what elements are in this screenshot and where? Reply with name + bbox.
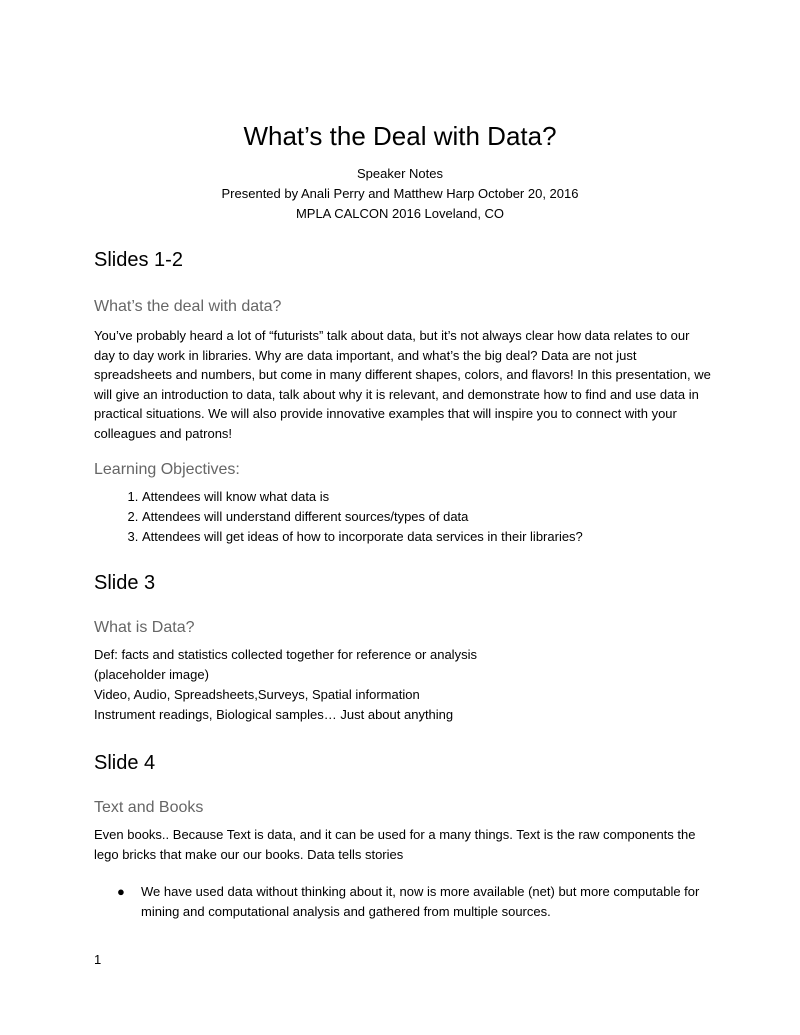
bullet-list bbox=[94, 882, 714, 922]
list-item: 2. Attendees will understand different sources/types of data bbox=[142, 507, 714, 527]
text-line: Video, Audio, Spreadsheets,Surveys, Spatial information bbox=[94, 687, 420, 702]
text-line: Instrument readings, Biological samples… Just about anything bbox=[94, 707, 454, 722]
section-paragraph: Even books.. Because Text is data, and it can be used for a many things. Text is the raw components the lego bricks that make our our books. Data tells stories bbox=[94, 827, 696, 862]
section-subheading: Text and Books bbox=[94, 799, 204, 816]
objectives-list bbox=[94, 487, 714, 547]
section-slide-4 bbox=[94, 749, 714, 922]
section-heading: Slide 4 bbox=[94, 752, 156, 774]
section-subheading: What is Data? bbox=[94, 619, 195, 636]
meta-line-speaker-notes: Speaker Notes bbox=[357, 166, 443, 181]
list-item: 1. Attendees will know what data is bbox=[142, 487, 714, 507]
bullet-text: We have used data without thinking about it, now is more available (net) but more computable for mining and computational analysis and gathered from multiple sources. bbox=[141, 884, 700, 919]
meta-line-presenters: Presented by Anali Perry and Matthew Harp October 20, 2016 bbox=[221, 186, 579, 201]
text-line: (placeholder image) bbox=[94, 667, 209, 682]
section-slides-1-2 bbox=[94, 246, 714, 547]
section-heading: Slides 1-2 bbox=[94, 249, 183, 271]
section-subheading: What’s the deal with data? bbox=[94, 298, 282, 315]
definition-lines bbox=[94, 645, 714, 725]
section-slide-3 bbox=[94, 569, 714, 725]
text-line: Def: facts and statistics collected together for reference or analysis bbox=[94, 647, 477, 662]
section-heading: Slide 3 bbox=[94, 572, 156, 594]
document-title: What’s the Deal with Data? bbox=[243, 121, 557, 151]
objectives-heading: Learning Objectives: bbox=[94, 461, 240, 478]
document-meta bbox=[0, 164, 800, 224]
list-item bbox=[117, 882, 714, 922]
section-paragraph: You’ve probably heard a lot of “futurists” talk about data, but it’s not always clear how data relates to our day to day work in libraries. Why are data important, and what’s the big deal? Data are not just spreadsheets and numbers, but come in many different shapes, colors, and flavors! In this presentation, we will give an introduction to data, talk about why it is relevant, and demonstrate how to find and use data in practical situations. We will also provide innovative examples that will inspire you to connect with your colleagues and patrons! bbox=[94, 328, 711, 441]
document-body bbox=[94, 246, 714, 922]
page-number: 1 bbox=[94, 952, 102, 967]
bullet-icon: ● bbox=[117, 884, 125, 899]
meta-line-conference: MPLA CALCON 2016 Loveland, CO bbox=[295, 206, 505, 221]
list-item: 3. Attendees will get ideas of how to incorporate data services in their libraries? bbox=[142, 527, 714, 547]
